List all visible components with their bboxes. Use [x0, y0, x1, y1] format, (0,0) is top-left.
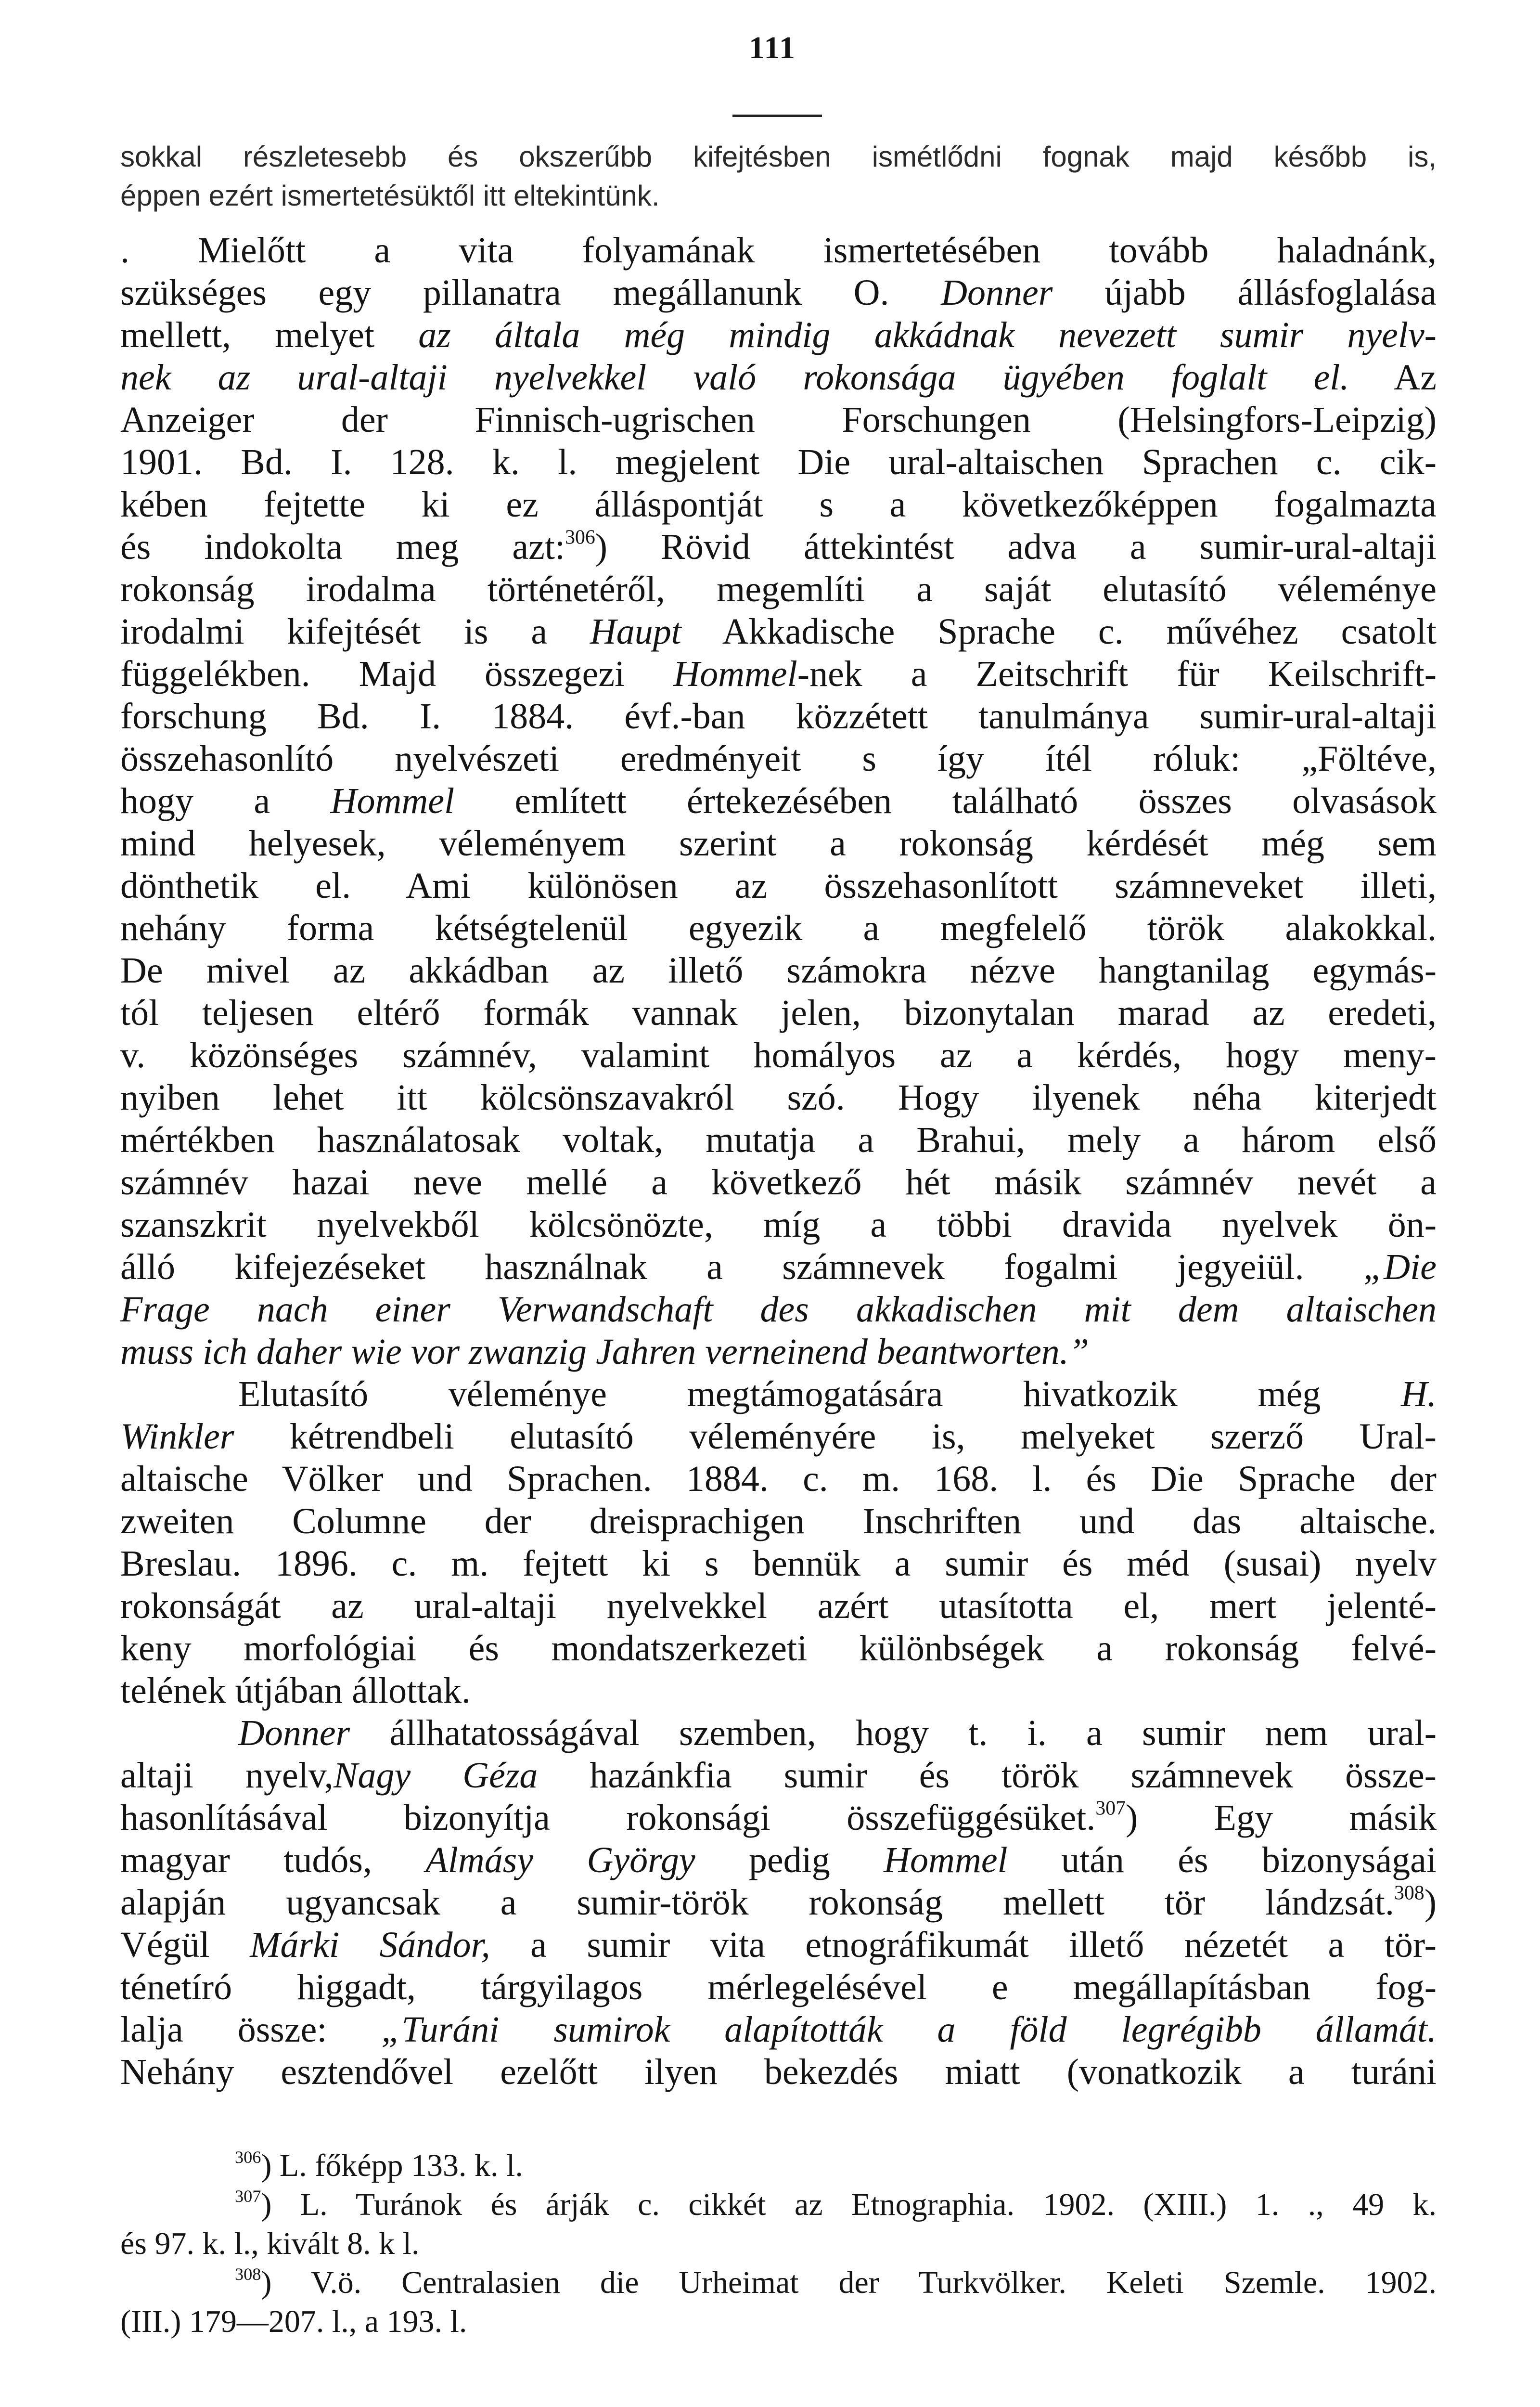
text-segment: magyar tudós,: [120, 1840, 426, 1880]
text-segment: -nek a Zeitschrift für Keilschrift-: [797, 654, 1437, 694]
text-line: [120, 526, 1437, 568]
text-line: [120, 907, 1437, 949]
footnote-reference: 307: [1095, 1797, 1126, 1820]
text-line: [120, 2008, 1437, 2051]
text-segment: a sumir vita etnográfikumát illető nézetét a tör-: [490, 1925, 1437, 1965]
text-segment: és indokolta meg azt:: [120, 527, 565, 567]
text-line: [120, 1246, 1437, 1288]
text-line: [120, 610, 1437, 653]
footnote-line: [120, 2302, 1437, 2341]
text-segment: lalja össze:: [120, 2009, 382, 2050]
text-segment: nehány forma kétségtelenül egyezik a megfelelő török alakokkal.: [120, 908, 1437, 948]
text-segment: telének útjában állottak.: [120, 1670, 471, 1711]
text-segment: ) L. Turánok és árják c. cikkét az Etnographia. 1902. (XIII.) 1. ., 49 k.: [261, 2187, 1437, 2222]
text-line: [120, 1542, 1437, 1585]
footnotes: [120, 2146, 1437, 2341]
text-line: [120, 780, 1437, 822]
text-segment: összehasonlító nyelvészeti eredményeit s így ítél róluk: „Föltéve,: [120, 738, 1437, 779]
text-segment: keny morfológiai és mondatszerkezeti különbségek a rokonság felvé-: [120, 1628, 1437, 1669]
text-segment: után és bizonyságai: [1007, 1840, 1437, 1880]
italic-text: Hommel: [330, 781, 455, 821]
text-segment: függelékben. Majd összegezi: [120, 654, 674, 694]
text-segment: (III.) 179—207. l., a 193. l.: [120, 2304, 467, 2339]
text-line: [120, 1839, 1437, 1881]
text-line: [120, 1754, 1437, 1797]
text-segment: álló kifejezéseket használnak a számnevek fogalmi jegyeiül.: [120, 1247, 1363, 1287]
text-line: [120, 1712, 1437, 1754]
italic-text: Almásy György: [425, 1840, 695, 1880]
italic-text: Márki Sándor,: [250, 1925, 490, 1965]
text-segment: számnév hazai neve mellé a következő hét másik számnév nevét a: [120, 1162, 1437, 1203]
text-segment: forschung Bd. I. 1884. évf.-ban közzétett tanulmánya sumir-ural-altaji: [120, 696, 1437, 737]
text-line: [120, 441, 1437, 483]
footnote-reference: 306: [565, 526, 595, 549]
text-segment: pedig: [695, 1840, 884, 1880]
text-segment: mellett, melyet: [120, 315, 419, 355]
text-line: [120, 229, 1437, 272]
text-segment: Végül: [120, 1925, 250, 1965]
text-segment: irodalmi kifejtését is a: [120, 611, 590, 652]
body-text: [120, 229, 1437, 2093]
text-line: [120, 1627, 1437, 1669]
text-line: [120, 1288, 1437, 1331]
text-line: [120, 1161, 1437, 1204]
text-line: [120, 949, 1437, 992]
text-segment: Nehány esztendővel ezelőtt ilyen bekezdés miatt (vonatkozik a turáni: [120, 2052, 1437, 2092]
text-segment: rokonságát az ural-altaji nyelvekkel azért utasította el, mert jelenté-: [120, 1586, 1437, 1626]
text-segment: altaji nyelv,: [120, 1755, 334, 1796]
text-line: [120, 1204, 1437, 1246]
text-segment: szükséges egy pillanatra megállanunk O.: [120, 272, 941, 313]
text-line: [120, 992, 1437, 1034]
text-segment: ): [1424, 1882, 1437, 1923]
text-segment: mértékben használatosak voltak, mutatja a Brahui, mely a három első: [120, 1120, 1437, 1160]
text-line: [120, 314, 1437, 356]
text-segment: 1901. Bd. I. 128. k. l. megjelent Die ural-altaischen Sprachen c. cik-: [120, 442, 1437, 482]
footnote-reference: 307: [235, 2186, 261, 2206]
text-segment: és 97. k. l., kivált 8. k l.: [120, 2226, 420, 2261]
text-segment: éppen ezért ismertetésüktől itt eltekintünk.: [120, 180, 660, 212]
text-segment: ) L. főképp 133. k. l.: [261, 2148, 523, 2183]
text-line: [120, 1076, 1437, 1119]
text-line: [120, 1034, 1437, 1076]
footnote-reference: 306: [235, 2147, 261, 2167]
text-segment: ) Egy másik: [1126, 1798, 1437, 1838]
text-segment: kétrendbeli elutasító véleményére is, melyeket szerző Ural-: [234, 1416, 1437, 1457]
text-line: [120, 399, 1437, 441]
text-line: [120, 865, 1437, 907]
text-line: [120, 1331, 1437, 1373]
italic-text: „Turáni sumirok alapították a föld legrégibb államát.: [381, 2009, 1437, 2050]
text-segment: ténetíró higgadt, tárgyilagos mérlegelésével e megállapításban fog-: [120, 1967, 1437, 2007]
text-line: [120, 1585, 1437, 1627]
text-line: [120, 1669, 1437, 1712]
text-line: [120, 176, 1437, 215]
text-segment: hazánkfia sumir és török számnevek össze-: [538, 1755, 1437, 1796]
italic-text: Donner: [941, 272, 1053, 313]
text-segment: v. közönséges számnév, valamint homályos az a kérdés, hogy meny-: [120, 1035, 1437, 1075]
text-segment: újabb állásfoglalása: [1052, 272, 1437, 313]
italic-text: Frage nach einer Verwandschaft des akkadischen mit dem altaischen: [120, 1289, 1437, 1330]
text-line: [120, 137, 1437, 176]
text-line: [120, 695, 1437, 738]
footnote-line: [120, 2224, 1437, 2263]
text-line: [120, 1415, 1437, 1458]
italic-text: nek az ural-altaji nyelvekkel való rokonsága ügyében foglalt el.: [120, 357, 1349, 398]
text-segment: Elutasító véleménye megtámogatására hivatkozik még: [238, 1374, 1401, 1414]
text-segment: zweiten Columne der dreisprachigen Inschriften und das altaische.: [120, 1501, 1437, 1541]
text-line: [120, 1966, 1437, 2008]
text-segment: . Mielőtt a vita folyamának ismertetésében tovább haladnánk,: [120, 230, 1437, 271]
page-number-rule: [732, 115, 822, 117]
text-line: [120, 483, 1437, 526]
text-line: [120, 653, 1437, 695]
text-segment: ) V.ö. Centralasien die Urheimat der Turkvölker. Keleti Szemle. 1902.: [261, 2265, 1437, 2300]
footnote-line: [120, 2185, 1437, 2224]
text-segment: mind helyesek, véleményem szerint a rokonság kérdését még sem: [120, 823, 1437, 864]
italic-text: Hommel: [673, 654, 797, 694]
text-segment: De mivel az akkádban az illető számokra nézve hangtanilag egymás-: [120, 950, 1437, 991]
text-line: [120, 1373, 1437, 1415]
text-segment: Breslau. 1896. c. m. fejtett ki s bennük a sumir és méd (susai) nyelv: [120, 1543, 1437, 1584]
text-line: [120, 738, 1437, 780]
text-line: [120, 1924, 1437, 1966]
intro-paragraph: [120, 137, 1437, 215]
text-segment: sokkal részletesebb és okszerűbb kifejtésben ismétlődni fognak majd később is,: [120, 141, 1437, 173]
footnote-line: [120, 2263, 1437, 2302]
footnote-reference: 308: [235, 2264, 261, 2284]
footnote-line: [120, 2146, 1437, 2185]
italic-text: muss ich daher wie vor zwanzig Jahren verneinend beantworten.”: [120, 1332, 1090, 1372]
italic-text: Winkler: [120, 1416, 234, 1457]
text-segment: rokonság irodalma történetéről, megemlíti a saját elutasító véleménye: [120, 569, 1437, 609]
text-line: [120, 272, 1437, 314]
italic-text: H.: [1401, 1374, 1437, 1414]
text-line: [120, 822, 1437, 865]
text-segment: hogy a: [120, 781, 331, 821]
page-number: 111: [749, 30, 796, 65]
text-line: [120, 1458, 1437, 1500]
italic-text: Haupt: [590, 611, 681, 652]
text-segment: dönthetik el. Ami különösen az összehasonlított számneveket illeti,: [120, 866, 1437, 906]
text-segment: hasonlításával bizonyítja rokonsági összefüggésüket.: [120, 1798, 1096, 1838]
text-segment: szanszkrit nyelvekből kölcsönözte, míg a többi dravida nyelvek ön-: [120, 1204, 1437, 1245]
italic-text: Donner: [238, 1713, 350, 1753]
italic-text: Hommel: [884, 1840, 1008, 1880]
text-segment: kében fejtette ki ez álláspontját s a következőképpen fogalmazta: [120, 484, 1437, 525]
text-segment: említett értekezésében található összes olvasások: [454, 781, 1437, 821]
text-line: [120, 1119, 1437, 1161]
text-segment: alapján ugyancsak a sumir-török rokonság mellett tör lándzsát.: [120, 1882, 1394, 1923]
text-segment: altaische Völker und Sprachen. 1884. c. m. 168. l. és Die Sprache der: [120, 1459, 1437, 1499]
text-segment: állhatatosságával szemben, hogy t. i. a sumir nem ural-: [350, 1713, 1437, 1753]
text-segment: ) Rövid áttekintést adva a sumir-ural-altaji: [595, 527, 1437, 567]
text-segment: nyiben lehet itt kölcsönszavakról szó. Hogy ilyenek néha kiterjedt: [120, 1077, 1437, 1118]
italic-text: „Die: [1363, 1247, 1437, 1287]
text-segment: Az: [1349, 357, 1437, 398]
text-line: [120, 2051, 1437, 2093]
text-line: [120, 356, 1437, 399]
text-line: [120, 568, 1437, 610]
italic-text: Nagy Géza: [333, 1755, 538, 1796]
text-line: [120, 1797, 1437, 1839]
text-segment: tól teljesen eltérő formák vannak jelen, bizonytalan marad az eredeti,: [120, 993, 1437, 1033]
italic-text: az általa még mindig akkádnak nevezett sumir nyelv-: [418, 315, 1437, 355]
text-line: [120, 1500, 1437, 1542]
text-segment: Akkadische Sprache c. művéhez csatolt: [681, 611, 1437, 652]
text-segment: Anzeiger der Finnisch-ugrischen Forschungen (Helsingfors-Leipzig): [120, 400, 1437, 440]
text-line: [120, 1881, 1437, 1924]
footnote-reference: 308: [1394, 1882, 1424, 1904]
